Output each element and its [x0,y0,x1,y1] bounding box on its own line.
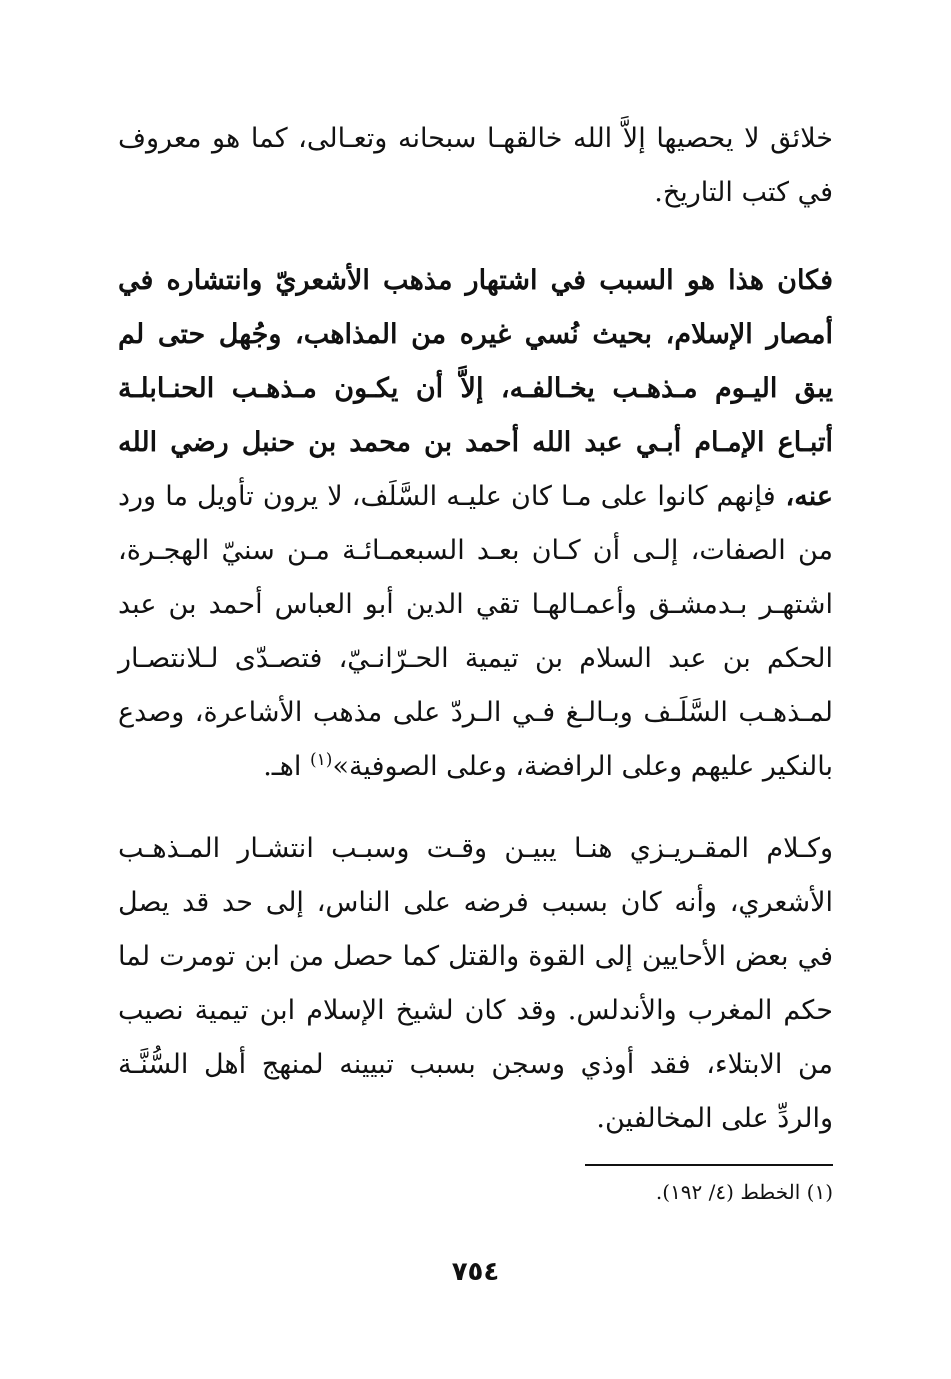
paragraph-continuation [118,112,833,220]
quotation-end: اهـ. [263,751,311,782]
quotation-text: فإنهم كانوا على مـا كان عليـه السَّلَف، لا يرون تأويل ما ورد من الصفات، إلـى أن كـان بعـد السبعمـائـة مـن سنيّ الهجـرة، اشتهـر بـدمشـق وأعمـالهـا تقي الدين أبو العباس أحمد بن عبد الحكم بن عبد السلام بن تيمية الحـرّانـيّ، فتصـدّى لـلانتصـار لمـذهـب السَّلَـف وبـالـغ فـي الـردّ على مذهب الأشاعرة، وصدع بالنكير عليهم وعلى الرافضة، وعلى الصوفية» [118,481,833,782]
footnote-text: (١) الخطط (٤/ ١٩٢). [655,1180,833,1204]
page-number: ٧٥٤ [451,1257,500,1287]
paragraph-quotation [118,254,833,794]
footnote-divider [585,1164,833,1166]
footnote-reference: (١) [310,750,333,770]
paragraph-3-text: وكـلام المقـريـزي هنـا يبيـن وقـت وسبـب انتشـار المـذهـب الأشعري، وأنه كان بسبب فرضه على الناس، إلى حد قد يصل في بعض الأحايين إلى القوة والقتل كما حصل من ابن تومرت لما حكم المغرب والأندلس. وقد كان لشيخ الإسلام ابن تيمية نصيب من الابتلاء، فقد أوذي وسجن بسبب تبيينه لمنهج أهل السُّنَّـة والردِّ على المخالفين. [118,833,833,1134]
footnote [400,1172,833,1212]
quotation-bold-text: فكان هذا هو السبب في اشتهار مذهب الأشعريّ وانتشاره في أمصار الإسلام، بحيث نُسي غيره من المذاهب، وجُهل حتى لم يبق اليـوم مـذهـب يخـالفـه، إلاَّ أن يكـون مـذهـب الحنـابلـة أتبـاع الإمـام أبـي عبد الله أحمد بن محمد بن حنبل رضي الله عنه، [118,265,833,512]
paragraph-1-text: خلائق لا يحصيها إلاَّ الله خالقهـا سبحانه وتعـالى، كما هو معروف في كتب التاريخ. [118,123,833,208]
paragraph-commentary [118,822,833,1146]
